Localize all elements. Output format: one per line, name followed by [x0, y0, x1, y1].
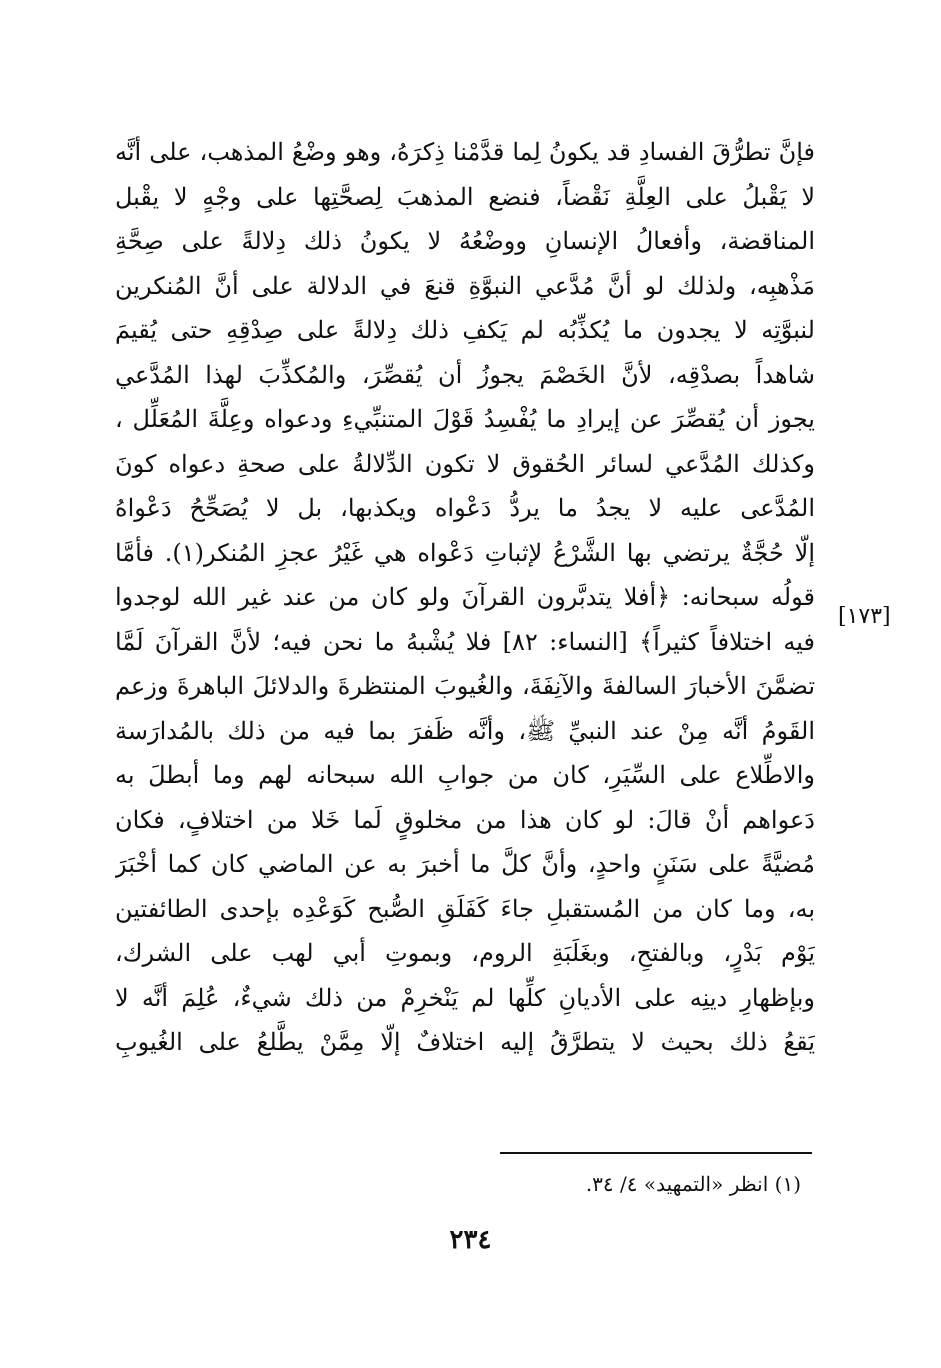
text-line: لنبوَّتِه لا يجدون ما يُكذِّبُه لم يَكفِ ذلك دِلالةً على صِدْقِهِ حتى يُقيمَ — [115, 316, 815, 344]
text-line: والاطِّلاع على السِّيَرِ، كان من جوابِ الله سبحانه لهم وما أبطلَ به — [115, 761, 815, 789]
text-line: دَعواهم أنْ قالَ: لو كان هذا من مخلوقٍ لَما خَلا من اختلافٍ، فكان — [115, 805, 815, 834]
text-line: يَقعُ ذلك بحيث لا يتطرَّقُ إليه اختلافٌ إلّا مِمَّنْ يطَّلعُ على الغُيوبِ — [115, 1028, 815, 1056]
text-line: مَذْهبِه، ولذلك لو أنَّ مُدَّعي النبوَّةِ قنعَ في الدلالة على أنَّ المُنكرين — [115, 271, 815, 300]
marginal-page-reference: [١٧٣] — [838, 604, 891, 629]
text-line: قولُه سبحانه: ﴿أفلا يتدبَّرون القرآنَ ولو كان من عند غير الله لوجدوا — [115, 583, 815, 611]
text-line: المناقضة، وأفعالُ الإنسانِ ووضْعُهُ لا يكونُ ذلك دِلالةً على صِحَّةِ — [115, 227, 815, 255]
text-line: فإنَّ تطرُّقَ الفسادِ قد يكونُ لِما قدَّمْنا ذِكرَهُ، وهو وضْعُ المذهب، على أنَّه — [115, 138, 815, 166]
text-line: إلّا حُجَّةٌ يرتضي بها الشَّرْعُ لإثباتِ دَعْواه هي غَيْرُ عجزِ المُنكر(١). فأمَّا — [115, 538, 815, 567]
page-number: ٢٣٤ — [449, 1225, 492, 1255]
footnote: (١) انظر «التمهيد» ٤/ ٣٤. — [585, 1172, 801, 1196]
text-line: المُدَّعى عليه لا يجدُ ما يردُّ دَعْواه ويكذبها، بل لا يُصَحِّحُ دَعْواهُ — [115, 494, 815, 522]
footnote-divider — [500, 1152, 812, 1154]
text-line: مُضيَّةً على سَنَنٍ واحدٍ، وأنَّ كلَّ ما أخبرَ به عن الماضي كان كما أخْبَرَ — [115, 850, 815, 878]
text-line: فيه اختلافاً كثيراً﴾ [النساء: ٨٢] فلا يُشْبهُ ما نحن فيه؛ لأنَّ القرآنَ لَمَّا — [115, 627, 815, 656]
text-line: القَومُ أنَّه مِنْ عند النبيِّ ﷺ، وأنَّه ظَفرَ بما فيه من ذلك بالمُدارَسة — [115, 716, 815, 745]
text-line: شاهداً بصدْقِه، لأنَّ الخَصْمَ يجوزُ أن يُقصِّرَ، والمُكذِّبَ لهذا المُدَّعي — [115, 360, 815, 389]
text-line: به، وما كان من المُستقبلِ جاءَ كَفَلَقِ الصُّبح كَوَعْدِه بإحدى الطائفتين — [115, 894, 815, 923]
text-line: لا يَقْبلُ على العِلَّةِ نَقْضاً، فنضع المذهبَ لِصحَّتِها على وجْهٍ لا يقْبل — [115, 182, 815, 211]
text-line: وبإظهارِ دينِه على الأديانِ كلِّها لم يَنْخرِمْ من ذلك شيءٌ، عُلِمَ أنَّه لا — [115, 983, 815, 1012]
text-line: وكذلك المُدَّعي لسائر الحُقوق لا تكون الدِّلالةُ على صحةِ دعواه كونَ — [115, 449, 815, 478]
text-line: يَوْم بَدْرٍ، وبالفتحِ، وبغَلَبَةِ الروم، وبموتِ أبي لهب على الشرك، — [115, 939, 815, 967]
text-line: تضمَّنَ الأخبارَ السالفةَ والآنِفَةَ، والغُيوبَ المنتظرةَ والدلائلَ الباهرةَ وزعم — [115, 672, 815, 700]
text-line: يجوز أن يُقصِّرَ عن إيرادِ ما يُفْسِدُ قَوْلَ المتنبِّيءِ ودعواه وعِلَّةَ المُعَلِّل ، — [115, 405, 815, 433]
main-text — [115, 130, 815, 1065]
